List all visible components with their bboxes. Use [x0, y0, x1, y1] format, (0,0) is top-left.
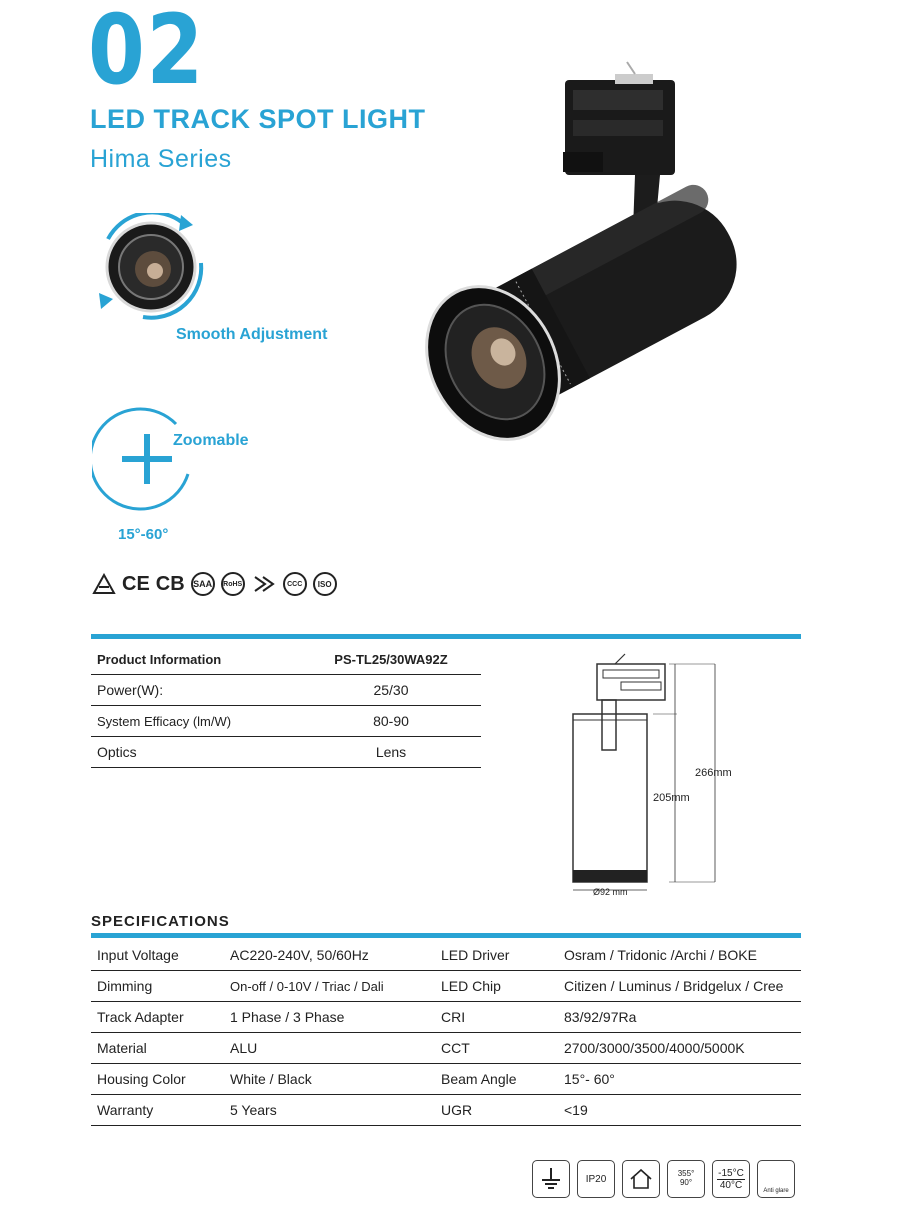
spec-value: On-off / 0-10V / Triac / Dali [230, 978, 384, 994]
certification-row [92, 570, 337, 598]
ce-mark: CE [122, 573, 150, 595]
total-height-label: 266mm [695, 767, 732, 779]
spec-key: UGR [441, 1102, 473, 1118]
rotation-icon [667, 1160, 705, 1198]
row-value: Lens [375, 744, 407, 760]
spec-key: CCT [441, 1040, 470, 1056]
spec-key: Input Voltage [97, 947, 179, 963]
product-info-label: Product Information [97, 652, 222, 667]
model-number: PS-TL25/30WA92Z [334, 652, 448, 667]
row-value: 80-90 [373, 713, 409, 729]
table-row [91, 737, 481, 768]
tuv-triangle-icon [92, 573, 116, 595]
table-row [91, 675, 481, 706]
product-info-table [91, 645, 481, 768]
spec-value: 2700/3000/3500/4000/5000K [564, 1040, 745, 1056]
emc-mark-icon [251, 573, 277, 595]
diameter-label: Ø92 mm [593, 887, 628, 897]
spec-key: CRI [441, 1009, 466, 1025]
product-image [415, 60, 755, 460]
ip-rating-icon: IP20 [577, 1160, 615, 1198]
spec-value: 5 Years [230, 1102, 277, 1118]
spec-value: Osram / Tridonic /Archi / BOKE [564, 947, 757, 963]
smooth-adjustment-image [93, 213, 211, 321]
indoor-house-icon [622, 1160, 660, 1198]
zoom-plus-icon [92, 404, 202, 516]
specs-divider [91, 933, 801, 938]
row-label: System Efficacy (lm/W) [97, 713, 232, 729]
zoomable-label: Zoomable [173, 432, 249, 449]
table-row [91, 1064, 801, 1095]
spec-value: 1 Phase / 3 Phase [230, 1009, 345, 1025]
earth-ground-icon [532, 1160, 570, 1198]
table-row [91, 1095, 801, 1126]
rotation-vertical: 90° [679, 1178, 693, 1187]
spec-key: Track Adapter [97, 1009, 184, 1025]
spec-key: Material [97, 1040, 147, 1056]
table-header-row [91, 645, 481, 675]
table-row [91, 940, 801, 971]
saa-mark: SAA [191, 572, 215, 596]
specifications-heading: SPECIFICATIONS [91, 913, 230, 930]
spec-key: Warranty [97, 1102, 154, 1118]
series-name: Hima Series [90, 145, 232, 173]
section-divider [91, 634, 801, 639]
spec-value: White / Black [230, 1071, 312, 1087]
row-label: Optics [97, 744, 137, 760]
spec-value: ALU [230, 1040, 258, 1056]
temp-low: -15°C [718, 1167, 744, 1179]
anti-glare-icon [757, 1160, 795, 1198]
table-row [91, 1002, 801, 1033]
body-height-label: 205mm [653, 792, 690, 804]
spec-key: Housing Color [97, 1071, 186, 1087]
rotation-horizontal: 355° [677, 1169, 695, 1179]
smooth-adjustment-label: Smooth Adjustment [176, 326, 328, 343]
dimension-drawing [565, 652, 745, 902]
ccc-mark: CCC [283, 572, 307, 596]
temp-high: 40°C [717, 1179, 745, 1191]
iso-mark: ISO [313, 572, 337, 596]
temperature-range-icon [712, 1160, 750, 1198]
section-number: 02 [88, 0, 205, 106]
table-row [91, 971, 801, 1002]
spec-key: Beam Angle [441, 1071, 517, 1087]
beam-angle-label: 15°-60° [118, 526, 169, 543]
table-row [91, 1033, 801, 1064]
spec-value: Citizen / Luminus / Bridgelux / Cree [564, 978, 784, 994]
spec-key: Dimming [97, 978, 153, 994]
spec-value: AC220-240V, 50/60Hz [230, 947, 369, 963]
row-label: Power(W): [97, 682, 164, 698]
spec-value: 15°- 60° [564, 1071, 615, 1087]
specifications-table [91, 940, 801, 1126]
spec-value: <19 [564, 1102, 588, 1118]
anti-glare-label: Anti glare [763, 1188, 789, 1194]
table-row [91, 706, 481, 737]
spec-key: LED Driver [441, 947, 510, 963]
cb-mark: CB [155, 573, 185, 595]
product-title: LED TRACK SPOT LIGHT [90, 104, 426, 134]
rohs-mark: RoHS [221, 572, 245, 596]
feature-icon-row [532, 1160, 795, 1198]
spec-value: 83/92/97Ra [564, 1009, 637, 1025]
row-value: 25/30 [373, 682, 409, 698]
spec-key: LED Chip [441, 978, 501, 994]
